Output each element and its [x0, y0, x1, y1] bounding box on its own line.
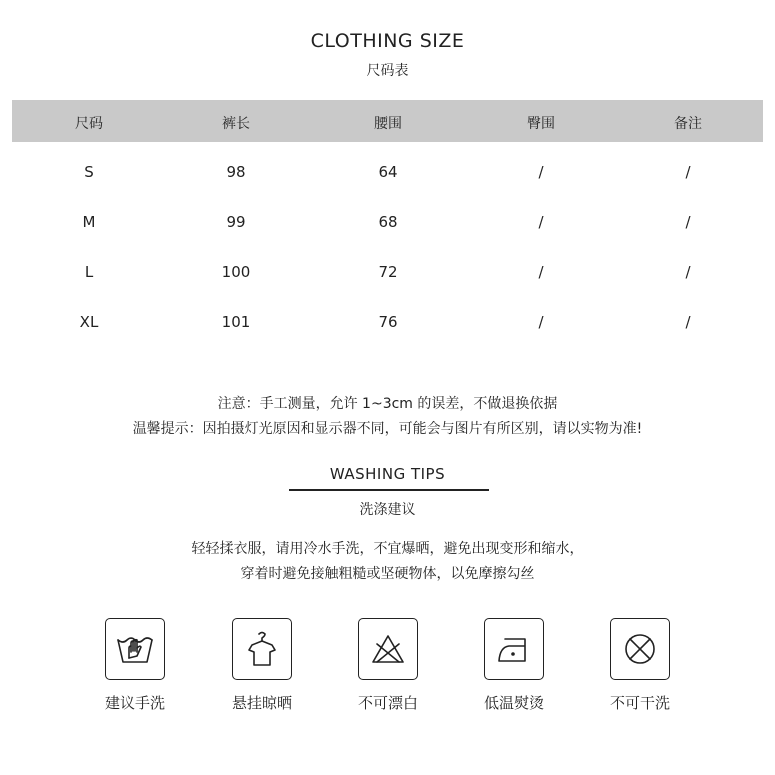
page-subtitle: 尺码表 [366, 63, 409, 79]
cell-waist: 68 [378, 213, 398, 231]
cell-notes: / [685, 163, 691, 181]
cell-waist: 64 [378, 163, 398, 181]
cell-hip: / [538, 163, 544, 181]
care-instructions-line1: 轻轻揉衣服，请用冷水手洗，不宜爆晒，避免出现变形和缩水， [191, 541, 584, 557]
no-dry-clean-icon [610, 618, 670, 680]
care-item-no-dry-clean [585, 618, 695, 713]
cell-size: S [84, 163, 94, 181]
cell-hip: / [538, 313, 544, 331]
title-divider [289, 489, 489, 491]
low-iron-icon [484, 618, 544, 680]
cell-notes: / [685, 213, 691, 231]
page-title: CLOTHING SIZE [310, 30, 465, 52]
cell-pants-length: 100 [221, 263, 251, 281]
column-header-hip: 臀围 [527, 116, 555, 132]
cell-notes: / [685, 313, 691, 331]
table-row [0, 263, 775, 293]
hand-wash-icon [105, 618, 165, 680]
care-label: 悬挂晾晒 [231, 694, 292, 712]
column-header-waist: 腰围 [374, 116, 402, 132]
washing-tips-subtitle: 洗涤建议 [359, 502, 416, 518]
care-item-low-iron [459, 618, 569, 713]
care-item-hang-dry [207, 618, 317, 713]
cell-hip: / [538, 263, 544, 281]
no-bleach-icon [358, 618, 418, 680]
care-label: 建议手洗 [104, 694, 165, 712]
cell-pants-length: 101 [221, 313, 251, 331]
care-instructions-line2: 穿着时避免接触粗糙或坚硬物体，以免摩擦勾丝 [240, 566, 535, 582]
column-header-notes: 备注 [674, 116, 702, 132]
cell-hip: / [538, 213, 544, 231]
cell-size: M [82, 213, 96, 231]
care-item-hand-wash [80, 618, 190, 713]
cell-size: XL [79, 313, 99, 331]
cell-pants-length: 99 [226, 213, 246, 231]
washing-tips-title: WASHING TIPS [329, 465, 446, 483]
hang-dry-icon [232, 618, 292, 680]
column-header-pants-length: 裤长 [222, 116, 250, 132]
care-label: 不可干洗 [609, 694, 670, 712]
table-row [0, 213, 775, 243]
table-row [0, 163, 775, 193]
column-header-size: 尺码 [75, 116, 103, 132]
cell-size: L [84, 263, 94, 281]
display-disclaimer: 温馨提示：因拍摄灯光原因和显示器不同，可能会与图片有所区别，请以实物为准! [132, 421, 643, 437]
table-row [0, 313, 775, 343]
care-label: 不可漂白 [357, 694, 418, 712]
care-label: 低温熨烫 [483, 694, 544, 712]
size-table-header [12, 100, 763, 142]
cell-waist: 76 [378, 313, 398, 331]
care-item-no-bleach [333, 618, 443, 713]
cell-pants-length: 98 [226, 163, 246, 181]
cell-notes: / [685, 263, 691, 281]
cell-waist: 72 [378, 263, 398, 281]
measurement-note: 注意：手工测量，允许 1~3cm 的误差，不做退换依据 [217, 396, 558, 412]
